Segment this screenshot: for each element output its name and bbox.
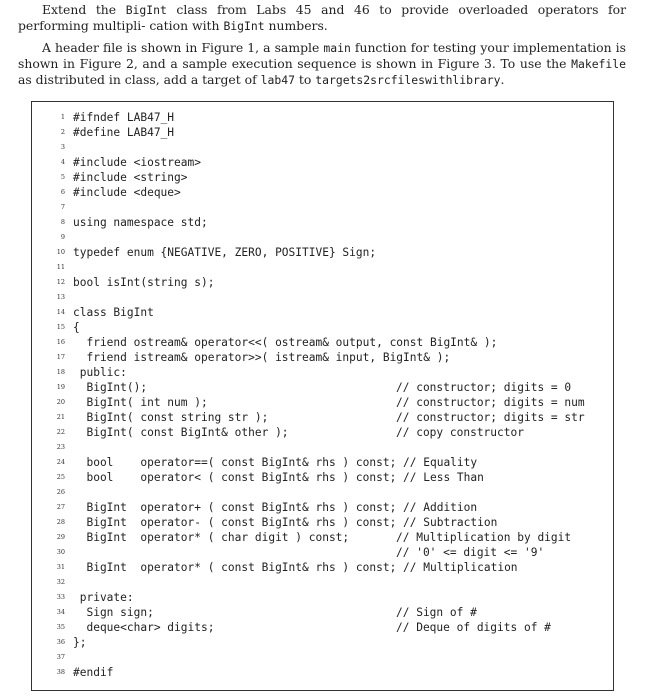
line-number: 9 <box>60 233 65 241</box>
code-text: typedef enum {NEGATIVE, ZERO, POSITIVE} Sign; <box>73 246 377 259</box>
line-number: 5 <box>60 173 65 181</box>
code-text: using namespace std; <box>73 216 208 229</box>
line-number: 22 <box>56 428 65 436</box>
line-number: 24 <box>56 458 65 466</box>
code-text: { <box>73 321 80 334</box>
code-comment: // Deque of digits of # <box>396 621 551 634</box>
code-comment: // '0' <= digit <= '9' <box>396 546 545 559</box>
line-number: 11 <box>56 263 65 271</box>
line-number: 34 <box>56 608 65 616</box>
code-line <box>32 365 613 380</box>
code-text: #include <iostream> <box>73 156 201 169</box>
code-line <box>32 380 613 395</box>
code-line <box>32 395 613 410</box>
code-line <box>32 605 613 620</box>
code-line <box>32 290 613 305</box>
code-comment: // constructor; digits = num <box>396 396 585 409</box>
code-line <box>32 155 613 170</box>
code-line <box>32 575 613 590</box>
text-run: . <box>500 72 505 87</box>
line-number: 18 <box>56 368 65 376</box>
intro-paragraph <box>18 2 626 34</box>
line-number: 25 <box>56 473 65 481</box>
line-number: 36 <box>56 638 65 646</box>
code-line <box>32 425 613 440</box>
code-line <box>32 545 613 560</box>
code-text: BigInt operator* ( const BigInt& rhs ) const; // Multiplication <box>73 561 518 574</box>
line-number: 27 <box>56 503 65 511</box>
code-text: BigInt operator- ( const BigInt& rhs ) const; // Subtraction <box>73 516 498 529</box>
line-number: 32 <box>56 578 65 586</box>
line-number: 4 <box>60 158 65 166</box>
code-line <box>32 275 613 290</box>
code-text: bool isInt(string s); <box>73 276 215 289</box>
text-run: function for testing your implementation is shown in Figure 2, and a sample execution sequence is shown in Figure 3. To use the <box>18 40 627 71</box>
code-text: BigInt operator+ ( const BigInt& rhs ) const; // Addition <box>73 501 478 514</box>
code-text: Sign sign; <box>73 606 154 619</box>
code-line <box>32 260 613 275</box>
code-text: }; <box>73 636 87 649</box>
code-text: friend istream& operator>>( istream& input, BigInt& ); <box>73 351 451 364</box>
line-number: 20 <box>56 398 65 406</box>
code-line <box>32 185 613 200</box>
line-number: 38 <box>56 668 65 676</box>
code-line <box>32 350 613 365</box>
text-run: Extend the <box>42 2 126 17</box>
line-number: 35 <box>56 623 65 631</box>
line-number: 28 <box>56 518 65 526</box>
instructions-paragraph <box>18 40 626 88</box>
code-text: public: <box>73 366 127 379</box>
line-number: 2 <box>60 128 65 136</box>
code-text: BigInt(); <box>73 381 148 394</box>
code-line <box>32 635 613 650</box>
text-run: to <box>294 72 316 87</box>
text-run: as distributed in class, add a target of <box>18 72 261 87</box>
code-line <box>32 110 613 125</box>
code-comment: // constructor; digits = 0 <box>396 381 572 394</box>
code-line <box>32 320 613 335</box>
code-text: BigInt operator* ( char digit ) const; <box>73 531 350 544</box>
line-number: 33 <box>56 593 65 601</box>
inline-code: BigInt <box>125 3 167 17</box>
code-line <box>32 410 613 425</box>
code-line <box>32 215 613 230</box>
inline-code: targets2srcfileswithlibrary <box>315 73 501 87</box>
code-line <box>32 170 613 185</box>
code-line <box>32 470 613 485</box>
code-text: #include <deque> <box>73 186 181 199</box>
line-number: 16 <box>56 338 65 346</box>
code-line <box>32 125 613 140</box>
line-number: 7 <box>60 203 65 211</box>
code-line <box>32 650 613 665</box>
code-line <box>32 230 613 245</box>
code-text: #endif <box>73 666 114 679</box>
code-line <box>32 560 613 575</box>
code-line <box>32 200 613 215</box>
code-line <box>32 335 613 350</box>
code-text: #ifndef LAB47_H <box>73 111 175 124</box>
inline-code: main <box>323 41 351 55</box>
code-text: BigInt( const string str ); <box>73 411 269 424</box>
line-number: 23 <box>56 443 65 451</box>
code-line <box>32 485 613 500</box>
code-line <box>32 455 613 470</box>
line-number: 17 <box>56 353 65 361</box>
line-number: 6 <box>60 188 65 196</box>
line-number: 14 <box>56 308 65 316</box>
code-text: friend ostream& operator<<( ostream& output, const BigInt& ); <box>73 336 498 349</box>
code-text: bool operator< ( const BigInt& rhs ) const; // Less Than <box>73 471 484 484</box>
line-number: 19 <box>56 383 65 391</box>
line-number: 3 <box>60 143 65 151</box>
text-run: A header file is shown in Figure 1, a sample <box>42 40 324 55</box>
code-text: BigInt( const BigInt& other ); <box>73 426 289 439</box>
line-number: 12 <box>56 278 65 286</box>
code-line <box>32 530 613 545</box>
line-number: 26 <box>56 488 65 496</box>
line-number: 31 <box>56 563 65 571</box>
line-number: 30 <box>56 548 65 556</box>
code-text: deque<char> digits; <box>73 621 215 634</box>
code-line <box>32 515 613 530</box>
code-text: bool operator==( const BigInt& rhs ) const; // Equality <box>73 456 478 469</box>
code-text: #include <string> <box>73 171 188 184</box>
inline-code: Makefile <box>571 57 626 71</box>
line-number: 10 <box>56 248 65 256</box>
code-line <box>32 305 613 320</box>
code-comment: // copy constructor <box>396 426 524 439</box>
line-number: 21 <box>56 413 65 421</box>
code-line <box>32 590 613 605</box>
code-text: BigInt( int num ); <box>73 396 208 409</box>
line-number: 29 <box>56 533 65 541</box>
code-line <box>32 665 613 680</box>
text-run: class from Labs 45 and 46 to provide overloaded operators for performing multipli- cation with <box>18 2 626 33</box>
code-listing-box <box>31 101 614 691</box>
text-run: numbers. <box>264 18 328 33</box>
code-comment: // Multiplication by digit <box>396 531 572 544</box>
code-comment: // Sign of # <box>396 606 477 619</box>
code-comment: // constructor; digits = str <box>396 411 585 424</box>
code-line <box>32 140 613 155</box>
inline-code: lab47 <box>260 73 295 87</box>
code-line <box>32 620 613 635</box>
inline-code: BigInt <box>223 19 265 33</box>
line-number: 8 <box>60 218 65 226</box>
code-line <box>32 440 613 455</box>
code-line <box>32 245 613 260</box>
code-line <box>32 500 613 515</box>
code-text: #define LAB47_H <box>73 126 175 139</box>
line-number: 15 <box>56 323 65 331</box>
line-number: 1 <box>60 113 65 121</box>
code-text: private: <box>73 591 134 604</box>
line-number: 13 <box>56 293 65 301</box>
code-text: class BigInt <box>73 306 154 319</box>
line-number: 37 <box>56 653 65 661</box>
